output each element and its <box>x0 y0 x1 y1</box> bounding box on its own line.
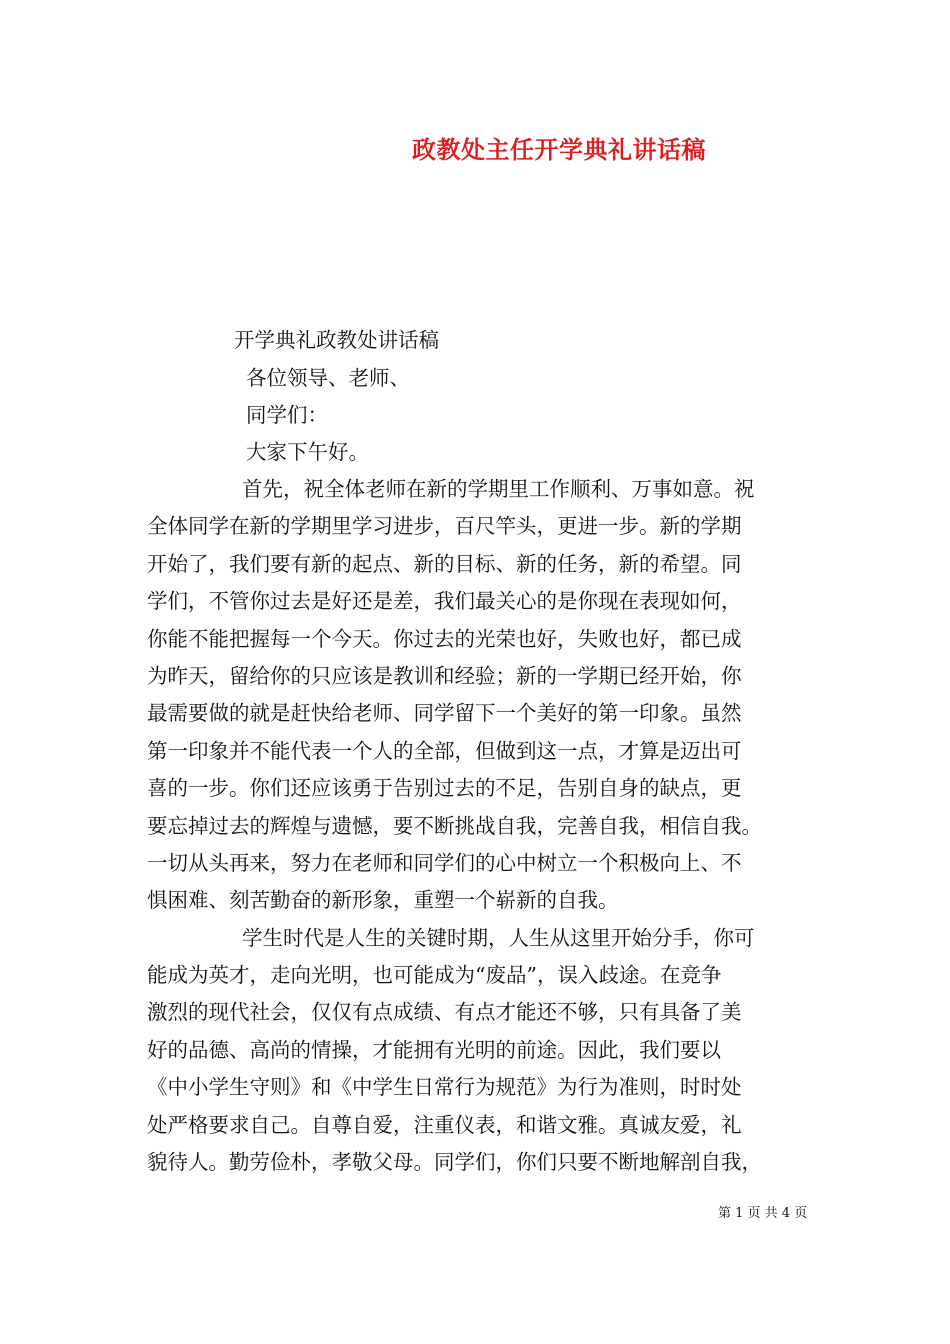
paragraph-line: 能成为英才，走向光明，也可能成为“废品”，误入歧途。在竞争 <box>147 963 722 988</box>
paragraph-line: 为昨天，留给你的只应该是教训和经验；新的一学期已经开始，你 <box>147 663 742 688</box>
speech-subtitle: 开学典礼政教处讲话稿 <box>234 328 439 352</box>
paragraph-line: 惧困难、刻苦勤奋的新形象，重塑一个崭新的自我。 <box>147 888 619 913</box>
paragraph-line: 《中小学生守则》和《中学生日常行为规范》为行为准则，时时处 <box>147 1075 742 1100</box>
paragraph-line: 激烈的现代社会，仅仅有点成绩、有点才能还不够，只有具备了美 <box>147 1000 742 1025</box>
paragraph-line: 貌待人。勤劳俭朴，孝敬父母。同学们，你们只要不断地解剖自我， <box>147 1150 762 1175</box>
paragraph-line: 全体同学在新的学期里学习进步，百尺竿头，更进一步。新的学期 <box>147 514 742 539</box>
paragraph-line: 学们，不管你过去是好还是差，我们最关心的是你现在表现如何， <box>147 589 742 614</box>
document-title: 政教处主任开学典礼讲话稿 <box>412 135 706 164</box>
paragraph-line: 好的品德、高尚的情操，才能拥有光明的前途。因此，我们要以 <box>147 1037 721 1062</box>
paragraph-line: 要忘掉过去的辉煌与遗憾，要不断挑战自我，完善自我，相信自我。 <box>147 813 762 838</box>
page-number: 第 1 页 共 4 页 <box>718 1206 808 1221</box>
paragraph-line: 你能不能把握每一个今天。你过去的光荣也好，失败也好，都已成 <box>147 626 742 651</box>
paragraph-line: 一切从头再来，努力在老师和同学们的心中树立一个积极向上、不 <box>147 850 742 875</box>
paragraph-line: 学生时代是人生的关键时期，人生从这里开始分手，你可 <box>242 925 755 950</box>
paragraph-line: 开始了，我们要有新的起点、新的目标、新的任务，新的希望。同 <box>147 551 742 576</box>
salutation-line-1: 各位领导、老师、 <box>246 366 410 390</box>
paragraph-line: 喜的一步。你们还应该勇于告别过去的不足，告别自身的缺点，更 <box>147 776 742 801</box>
body-text <box>147 474 812 1184</box>
paragraph-line: 最需要做的就是赶快给老师、同学留下一个美好的第一印象。虽然 <box>147 701 742 726</box>
salutation-line-2: 同学们： <box>246 403 328 427</box>
greeting-line: 大家下午好。 <box>246 440 369 464</box>
paragraph-line: 第一印象并不能代表一个人的全部，但做到这一点，才算是迈出可 <box>147 738 742 763</box>
paragraph-line: 首先，祝全体老师在新的学期里工作顺利、万事如意。祝 <box>242 477 755 501</box>
paragraph-line: 处严格要求自己。自尊自爱，注重仪表，和谐文雅。真诚友爱，礼 <box>147 1112 742 1137</box>
